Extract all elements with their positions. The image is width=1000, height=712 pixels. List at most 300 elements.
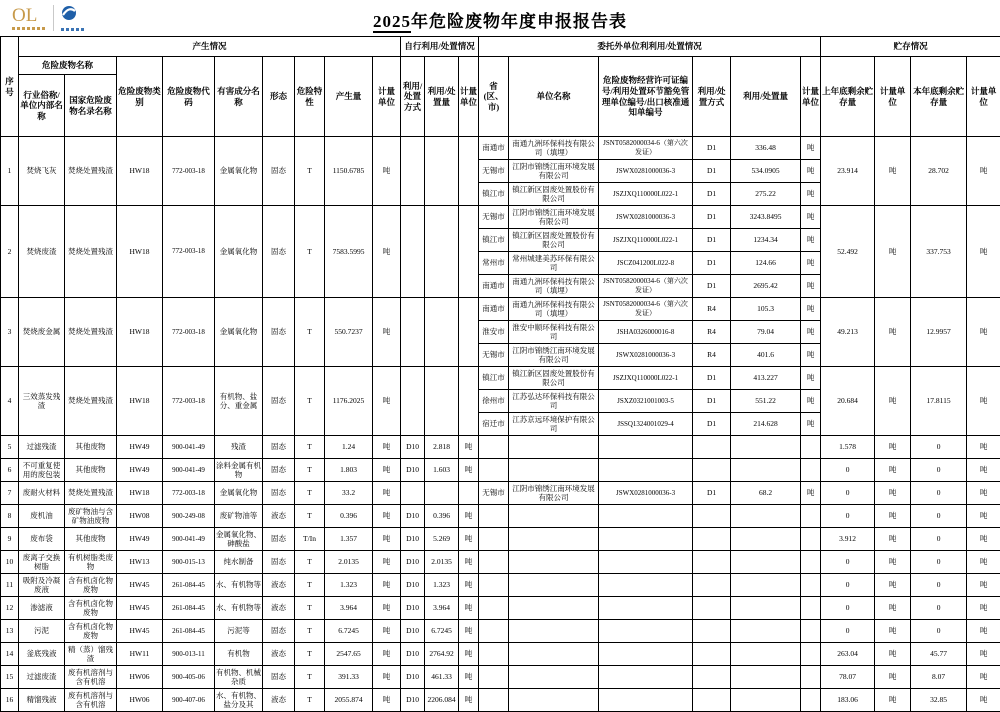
- cell-industry-name: 吸附及冷凝废液: [19, 574, 65, 597]
- cell-ext-amount: 68.2: [731, 482, 801, 505]
- title-year: 2025: [373, 12, 411, 31]
- cell-self-method: [401, 298, 425, 367]
- cell-ext-company: 江阴市锦绣江南环境发展有限公司: [509, 160, 599, 183]
- cell-self-method: [401, 367, 425, 436]
- cell-self-amount: 6.7245: [425, 620, 459, 643]
- cell-code: 772-003-18: [163, 137, 215, 206]
- cell-storage-unit2: 吨: [967, 620, 1000, 643]
- cell-ext-province: 镇江市: [479, 367, 509, 390]
- cell-harmful: 水、有机物、盐分及其: [215, 689, 263, 712]
- cell-ext-unit: [801, 574, 821, 597]
- cell-ext-method: [693, 597, 731, 620]
- cell-seq: 11: [1, 574, 19, 597]
- cell-national-name: 其他废物: [65, 459, 117, 482]
- cell-category: HW18: [117, 367, 163, 436]
- cell-ext-license: JSWX0281000036-3: [599, 206, 693, 229]
- cell-national-name: 焚烧处置残渣: [65, 298, 117, 367]
- cell-category: HW06: [117, 666, 163, 689]
- cell-ext-province: 无锡市: [479, 482, 509, 505]
- cell-ext-province: [479, 528, 509, 551]
- cell-national-name: 含有机卤化物废物: [65, 574, 117, 597]
- cell-self-unit: 吨: [459, 689, 479, 712]
- cell-ext-province: [479, 574, 509, 597]
- cell-unit: 吨: [373, 367, 401, 436]
- cell-hazard: T: [295, 597, 325, 620]
- cell-ext-method: R4: [693, 321, 731, 344]
- cell-category: HW06: [117, 689, 163, 712]
- cell-prev-storage: 0: [821, 574, 875, 597]
- cell-amount: 2.0135: [325, 551, 373, 574]
- cell-ext-method: D1: [693, 160, 731, 183]
- cell-form: 固态: [263, 206, 295, 298]
- cell-ext-company: [509, 689, 599, 712]
- table-body: [1, 137, 1000, 712]
- cell-storage-unit2: 吨: [967, 298, 1000, 367]
- cell-storage-unit1: 吨: [875, 574, 911, 597]
- cell-prev-storage: 20.684: [821, 367, 875, 436]
- cell-ext-license: [599, 436, 693, 459]
- cell-ext-company: [509, 620, 599, 643]
- table-row: [1, 620, 1000, 643]
- col-ext-method: 利用/处置方式: [693, 57, 731, 137]
- cell-prev-storage: 78.07: [821, 666, 875, 689]
- cell-self-amount: 2.0135: [425, 551, 459, 574]
- group-self-disposal: 自行利用/处置情况: [401, 37, 479, 57]
- cell-prev-storage: 0: [821, 505, 875, 528]
- cell-amount: 33.2: [325, 482, 373, 505]
- cell-unit: 吨: [373, 505, 401, 528]
- cell-storage-unit1: 吨: [875, 528, 911, 551]
- cell-ext-company: [509, 528, 599, 551]
- cell-curr-storage: 28.702: [911, 137, 967, 206]
- col-self-method: 利用/处置方式: [401, 57, 425, 137]
- cell-hazard: T: [295, 367, 325, 436]
- cell-amount: 6.7245: [325, 620, 373, 643]
- cell-self-unit: [459, 137, 479, 206]
- col-curr-storage: 本年底剩余贮存量: [911, 57, 967, 137]
- cell-self-method: [401, 137, 425, 206]
- cell-curr-storage: 0: [911, 574, 967, 597]
- table-row: [1, 459, 1000, 482]
- col-province: 省(区、市): [479, 57, 509, 137]
- col-category: 危险废物类别: [117, 57, 163, 137]
- cell-ext-license: JSXZ0321001003-5: [599, 390, 693, 413]
- cell-ext-license: JSWX0281000036-3: [599, 160, 693, 183]
- cell-prev-storage: 0: [821, 482, 875, 505]
- cell-industry-name: 精馏残液: [19, 689, 65, 712]
- cell-self-unit: 吨: [459, 574, 479, 597]
- cell-industry-name: 三效蒸发残渣: [19, 367, 65, 436]
- cell-self-amount: [425, 206, 459, 298]
- cell-self-amount: 3.964: [425, 597, 459, 620]
- cell-prev-storage: 52.492: [821, 206, 875, 298]
- cell-industry-name: 过滤废渣: [19, 666, 65, 689]
- cell-amount: 1.323: [325, 574, 373, 597]
- col-self-amount: 利用/处置量: [425, 57, 459, 137]
- cell-ext-method: [693, 574, 731, 597]
- cell-seq: 6: [1, 459, 19, 482]
- cell-curr-storage: 0: [911, 436, 967, 459]
- cell-national-name: 精（蒸）馏残渣: [65, 643, 117, 666]
- cell-seq: 14: [1, 643, 19, 666]
- cell-ext-province: [479, 643, 509, 666]
- cell-storage-unit2: 吨: [967, 666, 1000, 689]
- col-ext-amount: 利用/处置量: [731, 57, 801, 137]
- cell-ext-method: D1: [693, 206, 731, 229]
- cell-code: 772-003-18: [163, 367, 215, 436]
- cell-industry-name: 废离子交换树脂: [19, 551, 65, 574]
- cell-ext-license: JSZJXQ110000L022-1: [599, 183, 693, 206]
- cell-hazard: T: [295, 689, 325, 712]
- cell-ext-company: 南通九洲环保科技有限公司（填埋）: [509, 275, 599, 298]
- cell-ext-province: 镇江市: [479, 183, 509, 206]
- cell-self-method: D10: [401, 689, 425, 712]
- cell-self-unit: 吨: [459, 551, 479, 574]
- col-unit: 计量单位: [373, 57, 401, 137]
- cell-seq: 9: [1, 528, 19, 551]
- cell-storage-unit2: 吨: [967, 459, 1000, 482]
- table-row: [1, 436, 1000, 459]
- cell-ext-province: [479, 436, 509, 459]
- cell-ext-amount: 124.66: [731, 252, 801, 275]
- cell-ext-province: 无锡市: [479, 160, 509, 183]
- cell-curr-storage: 17.8115: [911, 367, 967, 436]
- cell-form: 液态: [263, 643, 295, 666]
- logo-globe: [61, 5, 85, 31]
- table-row: [1, 367, 1000, 390]
- cell-ext-province: 镇江市: [479, 229, 509, 252]
- globe-icon: [61, 8, 77, 25]
- cell-self-method: D10: [401, 551, 425, 574]
- cell-national-name: 含有机卤化物废物: [65, 597, 117, 620]
- cell-prev-storage: 0: [821, 597, 875, 620]
- group-external-disposal: 委托外单位利利用/处置情况: [479, 37, 821, 57]
- cell-national-name: 其他废物: [65, 528, 117, 551]
- cell-harmful: 金属氧化物: [215, 137, 263, 206]
- cell-self-method: D10: [401, 574, 425, 597]
- cell-ext-amount: 534.0905: [731, 160, 801, 183]
- cell-form: 固态: [263, 367, 295, 436]
- cell-ext-amount: [731, 643, 801, 666]
- page-title: [0, 0, 1000, 32]
- cell-self-method: [401, 206, 425, 298]
- cell-harmful: 废矿物油等: [215, 505, 263, 528]
- col-license: 危险废物经营许可证编号/利用处置环节豁免管理单位编号/出口核准通知单编号: [599, 57, 693, 137]
- cell-prev-storage: 263.04: [821, 643, 875, 666]
- cell-storage-unit1: 吨: [875, 459, 911, 482]
- cell-industry-name: 污泥: [19, 620, 65, 643]
- cell-ext-method: D1: [693, 137, 731, 160]
- cell-unit: 吨: [373, 298, 401, 367]
- cell-ext-unit: 吨: [801, 206, 821, 229]
- cell-unit: 吨: [373, 620, 401, 643]
- cell-self-amount: 5.269: [425, 528, 459, 551]
- cell-ext-company: 镇江新区固废处置股份有限公司: [509, 367, 599, 390]
- cell-prev-storage: 1.578: [821, 436, 875, 459]
- cell-self-amount: 1.323: [425, 574, 459, 597]
- cell-ext-amount: 275.22: [731, 183, 801, 206]
- cell-ext-license: [599, 666, 693, 689]
- cell-ext-license: [599, 643, 693, 666]
- cell-harmful: 有机物、机械杂质: [215, 666, 263, 689]
- cell-ext-company: [509, 666, 599, 689]
- cell-ext-license: [599, 597, 693, 620]
- cell-prev-storage: 183.06: [821, 689, 875, 712]
- cell-storage-unit2: 吨: [967, 505, 1000, 528]
- cell-ext-company: 镇江新区固废处置股份有限公司: [509, 183, 599, 206]
- cell-code: 900-407-06: [163, 689, 215, 712]
- cell-industry-name: 废机油: [19, 505, 65, 528]
- cell-code: 261-084-45: [163, 574, 215, 597]
- cell-harmful: 有机物、盐分、重金属: [215, 367, 263, 436]
- cell-self-method: D10: [401, 597, 425, 620]
- cell-form: 固态: [263, 137, 295, 206]
- cell-ext-unit: 吨: [801, 390, 821, 413]
- cell-ext-amount: [731, 689, 801, 712]
- cell-self-amount: 2206.084: [425, 689, 459, 712]
- cell-self-method: D10: [401, 666, 425, 689]
- cell-code: 772-003-18: [163, 298, 215, 367]
- table-header: [1, 37, 1000, 137]
- col-code: 危险废物代码: [163, 57, 215, 137]
- cell-ext-method: R4: [693, 298, 731, 321]
- report-table: [0, 36, 1000, 712]
- cell-ext-method: [693, 528, 731, 551]
- group-storage: 贮存情况: [821, 37, 1000, 57]
- cell-harmful: 水、有机物等: [215, 574, 263, 597]
- cell-industry-name: 不可重复使用的废包装: [19, 459, 65, 482]
- cell-self-method: D10: [401, 620, 425, 643]
- cell-ext-company: [509, 505, 599, 528]
- cell-storage-unit2: 吨: [967, 643, 1000, 666]
- cell-self-method: D10: [401, 643, 425, 666]
- cell-category: HW18: [117, 298, 163, 367]
- table-row: [1, 482, 1000, 505]
- cell-prev-storage: 23.914: [821, 137, 875, 206]
- cell-unit: 吨: [373, 436, 401, 459]
- cell-ext-unit: [801, 620, 821, 643]
- cell-category: HW18: [117, 482, 163, 505]
- cell-curr-storage: 0: [911, 482, 967, 505]
- cell-harmful: 残渣: [215, 436, 263, 459]
- cell-seq: 13: [1, 620, 19, 643]
- cell-hazard: T: [295, 298, 325, 367]
- cell-industry-name: 废耐火材料: [19, 482, 65, 505]
- cell-storage-unit2: 吨: [967, 689, 1000, 712]
- table-row: [1, 643, 1000, 666]
- cell-ext-method: D1: [693, 252, 731, 275]
- cell-unit: 吨: [373, 206, 401, 298]
- cell-ext-company: 镇江新区固废处置股份有限公司: [509, 229, 599, 252]
- cell-seq: 16: [1, 689, 19, 712]
- cell-form: 固态: [263, 528, 295, 551]
- cell-unit: 吨: [373, 459, 401, 482]
- cell-harmful: 金属氧化物、砷酸盐: [215, 528, 263, 551]
- col-hazard: 危险特性: [295, 57, 325, 137]
- cell-ext-license: JSSQ1324001029-4: [599, 413, 693, 436]
- cell-storage-unit1: 吨: [875, 367, 911, 436]
- cell-code: 900-013-11: [163, 643, 215, 666]
- cell-ext-method: [693, 666, 731, 689]
- cell-self-unit: [459, 206, 479, 298]
- cell-harmful: 污泥等: [215, 620, 263, 643]
- cell-ext-license: [599, 689, 693, 712]
- cell-unit: 吨: [373, 137, 401, 206]
- cell-code: 261-084-45: [163, 620, 215, 643]
- cell-category: HW13: [117, 551, 163, 574]
- cell-form: 液态: [263, 505, 295, 528]
- cell-ext-amount: [731, 459, 801, 482]
- cell-seq: 4: [1, 367, 19, 436]
- cell-hazard: T: [295, 505, 325, 528]
- cell-ext-province: [479, 505, 509, 528]
- cell-seq: 1: [1, 137, 19, 206]
- cell-code: 772-003-18: [163, 482, 215, 505]
- cell-storage-unit1: 吨: [875, 206, 911, 298]
- cell-ext-amount: [731, 597, 801, 620]
- cell-code: 261-084-45: [163, 597, 215, 620]
- cell-ext-unit: [801, 505, 821, 528]
- cell-unit: 吨: [373, 689, 401, 712]
- cell-storage-unit2: 吨: [967, 482, 1000, 505]
- cell-prev-storage: 0: [821, 620, 875, 643]
- cell-ext-province: 无锡市: [479, 344, 509, 367]
- cell-hazard: T: [295, 436, 325, 459]
- cell-ext-province: 淮安市: [479, 321, 509, 344]
- cell-amount: 1176.2025: [325, 367, 373, 436]
- cell-national-name: 焚烧处置残渣: [65, 206, 117, 298]
- cell-category: HW45: [117, 620, 163, 643]
- cell-ext-company: 淮安中顺环保科技有限公司: [509, 321, 599, 344]
- cell-self-unit: 吨: [459, 459, 479, 482]
- cell-ext-unit: 吨: [801, 413, 821, 436]
- cell-ext-province: [479, 689, 509, 712]
- cell-harmful: 有机物: [215, 643, 263, 666]
- cell-ext-method: D1: [693, 390, 731, 413]
- cell-curr-storage: 0: [911, 528, 967, 551]
- cell-storage-unit2: 吨: [967, 528, 1000, 551]
- cell-seq: 2: [1, 206, 19, 298]
- cell-ext-province: 无锡市: [479, 206, 509, 229]
- cell-ext-amount: 413.227: [731, 367, 801, 390]
- table-row: [1, 551, 1000, 574]
- cell-amount: 1.24: [325, 436, 373, 459]
- cell-code: 900-041-49: [163, 528, 215, 551]
- cell-storage-unit2: 吨: [967, 367, 1000, 436]
- cell-ext-method: D1: [693, 275, 731, 298]
- cell-form: 液态: [263, 689, 295, 712]
- cell-national-name: 焚烧处置残渣: [65, 137, 117, 206]
- cell-ext-license: JSNT0582000034-6（第六次发证）: [599, 137, 693, 160]
- cell-curr-storage: 8.07: [911, 666, 967, 689]
- cell-self-amount: [425, 367, 459, 436]
- cell-ext-unit: 吨: [801, 298, 821, 321]
- cell-curr-storage: 12.9957: [911, 298, 967, 367]
- cell-ext-company: [509, 643, 599, 666]
- cell-self-unit: 吨: [459, 505, 479, 528]
- cell-ext-amount: [731, 574, 801, 597]
- cell-self-method: [401, 482, 425, 505]
- cell-form: 固态: [263, 551, 295, 574]
- cell-ext-method: [693, 643, 731, 666]
- cell-ext-method: R4: [693, 344, 731, 367]
- cell-amount: 0.396: [325, 505, 373, 528]
- cell-storage-unit1: 吨: [875, 689, 911, 712]
- cell-category: HW18: [117, 137, 163, 206]
- cell-amount: 391.33: [325, 666, 373, 689]
- cell-self-amount: 2764.92: [425, 643, 459, 666]
- cell-ext-unit: 吨: [801, 160, 821, 183]
- col-waste-name: 危险废物名称: [19, 57, 117, 75]
- cell-ext-unit: [801, 436, 821, 459]
- cell-ext-license: JSZJXQ110000L022-1: [599, 229, 693, 252]
- cell-self-amount: [425, 482, 459, 505]
- cell-ext-company: 江阴市锦绣江南环境发展有限公司: [509, 482, 599, 505]
- cell-ext-unit: 吨: [801, 137, 821, 160]
- cell-curr-storage: 0: [911, 620, 967, 643]
- cell-ext-unit: [801, 689, 821, 712]
- cell-industry-name: 焚烧废渣: [19, 206, 65, 298]
- cell-ext-amount: [731, 551, 801, 574]
- cell-amount: 2547.65: [325, 643, 373, 666]
- col-national-name: 国家危险废物名录名称: [65, 75, 117, 137]
- cell-form: 固态: [263, 482, 295, 505]
- cell-hazard: T: [295, 206, 325, 298]
- cell-storage-unit1: 吨: [875, 137, 911, 206]
- cell-form: 固态: [263, 666, 295, 689]
- cell-form: 固态: [263, 459, 295, 482]
- cell-ext-license: JSNT0582000034-6（第六次发证）: [599, 298, 693, 321]
- cell-ext-method: [693, 689, 731, 712]
- cell-ext-method: [693, 551, 731, 574]
- col-seq: 序号: [1, 37, 19, 137]
- cell-ext-license: [599, 459, 693, 482]
- cell-harmful: 金属氧化物: [215, 298, 263, 367]
- cell-storage-unit2: 吨: [967, 574, 1000, 597]
- cell-curr-storage: 45.77: [911, 643, 967, 666]
- cell-national-name: 其他废物: [65, 436, 117, 459]
- cell-prev-storage: 0: [821, 551, 875, 574]
- cell-ext-unit: 吨: [801, 183, 821, 206]
- cell-ext-unit: [801, 528, 821, 551]
- cell-ext-province: 宿迁市: [479, 413, 509, 436]
- cell-storage-unit2: 吨: [967, 137, 1000, 206]
- cell-storage-unit1: 吨: [875, 482, 911, 505]
- col-self-unit: 计量单位: [459, 57, 479, 137]
- cell-ext-amount: 336.48: [731, 137, 801, 160]
- cell-ext-company: [509, 574, 599, 597]
- table-row: [1, 206, 1000, 229]
- cell-ext-province: 南通市: [479, 137, 509, 160]
- logo-divider: [53, 5, 54, 31]
- col-form: 形态: [263, 57, 295, 137]
- cell-ext-unit: 吨: [801, 344, 821, 367]
- logo-ol-subtext: [12, 27, 46, 30]
- cell-national-name: 废有机溶剂与含有机溶: [65, 689, 117, 712]
- cell-category: HW49: [117, 436, 163, 459]
- table-row: [1, 574, 1000, 597]
- cell-hazard: T: [295, 620, 325, 643]
- cell-self-method: D10: [401, 528, 425, 551]
- cell-ext-company: [509, 551, 599, 574]
- cell-national-name: 有机树脂类废物: [65, 551, 117, 574]
- table-row: [1, 505, 1000, 528]
- cell-ext-province: 徐州市: [479, 390, 509, 413]
- cell-self-unit: 吨: [459, 643, 479, 666]
- cell-code: 900-041-49: [163, 436, 215, 459]
- cell-ext-method: [693, 620, 731, 643]
- table-row: [1, 689, 1000, 712]
